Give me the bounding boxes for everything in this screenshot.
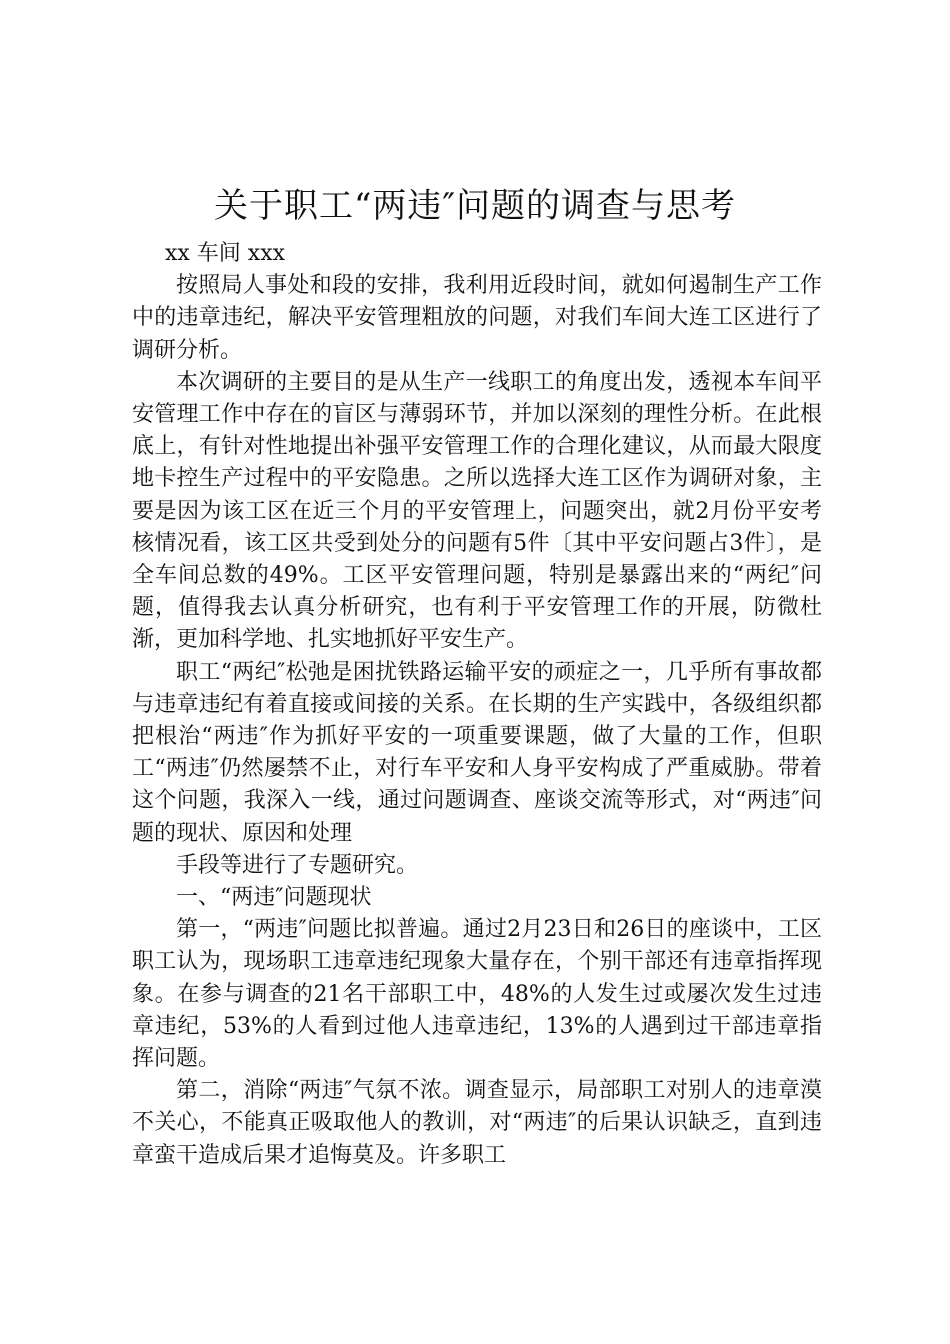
paragraph: 职工“两纪″松弛是困扰铁路运输平安的顽症之一，几乎所有事故都与违章违纪有着直接或间接的关系。在长期的生产实践中，各级组织都把根治“两违″作为抓好平安的一项重要课题，做了大量的工作，但职工“两违″仍然屡禁不止，对行车平安和人身平安构成了严重威胁。带着这个问题，我深入一线，通过问题调查、座谈交流等形式，对“两违″问题的现状、原因和处理 — [132, 659, 822, 846]
paragraph: 本次调研的主要目的是从生产一线职工的角度出发，透视本车间平安管理工作中存在的盲区与薄弱环节，并加以深刻的理性分析。在此根底上，有针对性地提出补强平安管理工作的合理化建议，从而最大限度地卡控生产过程中的平安隐患。之所以选择大连工区作为调研对象，主要是因为该工区在近三个月的平安管理上，问题突出，就2月份平安考核情况看，该工区共受到处分的问题有5件〔其中平安问题占3件〕，是全车间总数的49%。工区平安管理问题，特别是暴露出来的“两纪″问题，值得我去认真分析研究，也有利于平安管理工作的开展，防微杜渐，更加科学地、扎实地抓好平安生产。 — [132, 369, 822, 653]
paragraph: 第二，消除“两违″气氛不浓。调查显示，局部职工对别人的违章漠不关心，不能真正吸取他人的教训，对“两违″的后果认识缺乏，直到违章蛮干造成后果才追悔莫及。许多职工 — [132, 1078, 822, 1168]
section-heading: 一、“两违″问题现状 — [176, 885, 372, 911]
document-title: 关于职工“两违″问题的调查与思考 — [213, 186, 737, 226]
document-body — [132, 238, 822, 1172]
paragraph: 手段等进行了专题研究。 — [176, 852, 419, 878]
paragraph: 第一，“两违″问题比拟普遍。通过2月23日和26日的座谈中，工区职工认为，现场职工违章违纪现象大量存在，个别干部还有违章指挥现象。在参与调查的21名干部职工中，48%的人发生过或屡次发生过违章违纪，53%的人看到过他人违章违纪，13%的人遇到过干部违章指挥问题。 — [132, 917, 822, 1072]
author-line: xx 车间 xxx — [165, 241, 286, 266]
paragraph: 按照局人事处和段的安排，我利用近段时间，就如何遏制生产工作中的违章违纪，解决平安管理粗放的问题，对我们车间大连工区进行了调研分析。 — [132, 273, 822, 363]
